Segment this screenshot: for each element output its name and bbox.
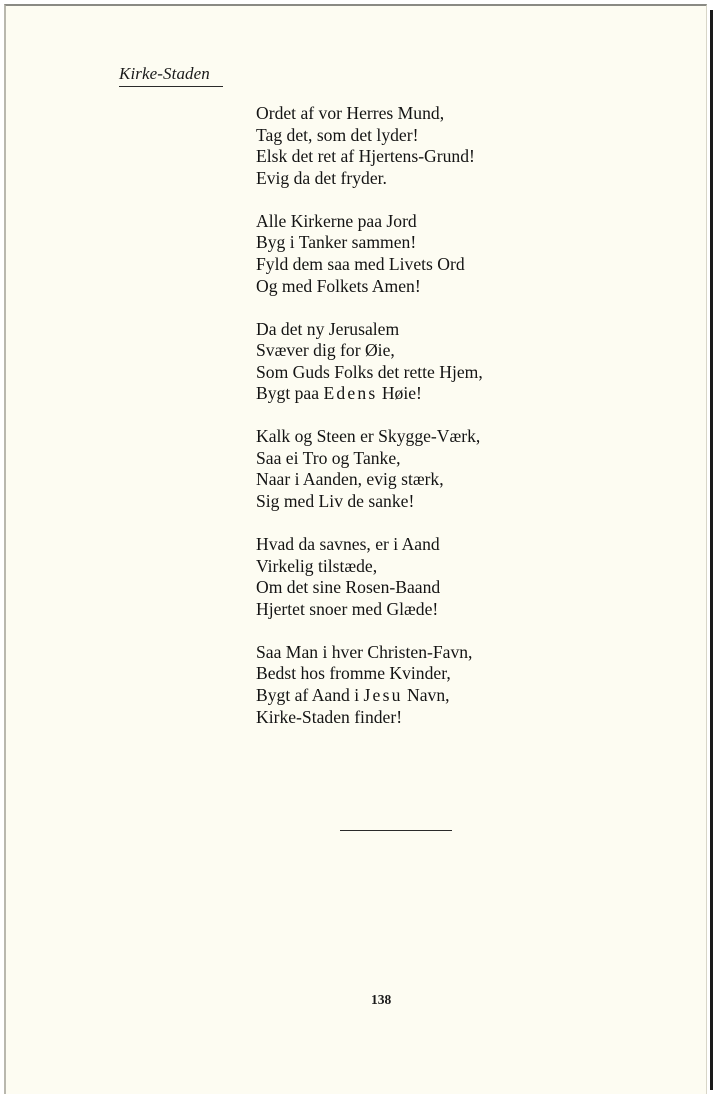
poem-line: Naar i Aanden, evig stærk, — [256, 469, 444, 490]
poem-line: Og med Folkets Amen! — [256, 275, 421, 296]
stanza — [256, 534, 483, 620]
poem-line: Ordet af vor Herres Mund, — [256, 103, 445, 123]
poem-line: Evig da det fryder. — [256, 167, 387, 188]
poem-line: Svæver dig for Øie, — [256, 340, 395, 361]
poem-line: Hvad da savnes, er i Aand — [256, 534, 440, 555]
running-head: Kirke-Staden — [119, 64, 210, 83]
poem — [256, 103, 483, 728]
page-edge-shadow — [710, 10, 713, 1090]
poem-line: Bygt af Aand i Jesu Navn, — [256, 685, 450, 706]
poem-line: Fyld dem saa med Livets Ord — [256, 253, 465, 274]
poem-line: Alle Kirkerne paa Jord — [256, 210, 417, 231]
poem-line: Elsk det ret af Hjertens-Grund! — [256, 146, 475, 167]
stanza — [256, 319, 483, 405]
stanza — [256, 426, 483, 512]
poem-line: Saa ei Tro og Tanke, — [256, 447, 401, 468]
running-head-underline — [119, 86, 223, 87]
poem-line: Hjertet snoer med Glæde! — [256, 598, 439, 619]
poem-line: Tag det, som det lyder! — [256, 124, 419, 145]
poem-line: Bedst hos fromme Kvinder, — [256, 663, 451, 684]
poem-line: Virkelig tilstæde, — [256, 555, 378, 576]
spaced-word: Edens — [323, 383, 378, 404]
stanza — [256, 211, 483, 297]
stanza — [256, 642, 483, 728]
poem-line: Kalk og Steen er Skygge-Værk, — [256, 426, 481, 447]
end-rule — [340, 830, 452, 831]
poem-line: Om det sine Rosen-Baand — [256, 577, 441, 598]
poem-line: Som Guds Folks det rette Hjem, — [256, 361, 483, 382]
poem-line: Da det ny Jerusalem — [256, 318, 400, 339]
poem-line: Bygt paa Edens Høie! — [256, 383, 422, 404]
poem-line: Kirke-Staden finder! — [256, 706, 403, 727]
stanza — [256, 103, 483, 189]
page-number: 138 — [371, 992, 392, 1007]
poem-line: Byg i Tanker sammen! — [256, 232, 417, 253]
poem-line: Sig med Liv de sanke! — [256, 491, 415, 512]
spaced-word: Jesu — [363, 685, 403, 706]
poem-line: Saa Man i hver Christen-Favn, — [256, 641, 473, 662]
